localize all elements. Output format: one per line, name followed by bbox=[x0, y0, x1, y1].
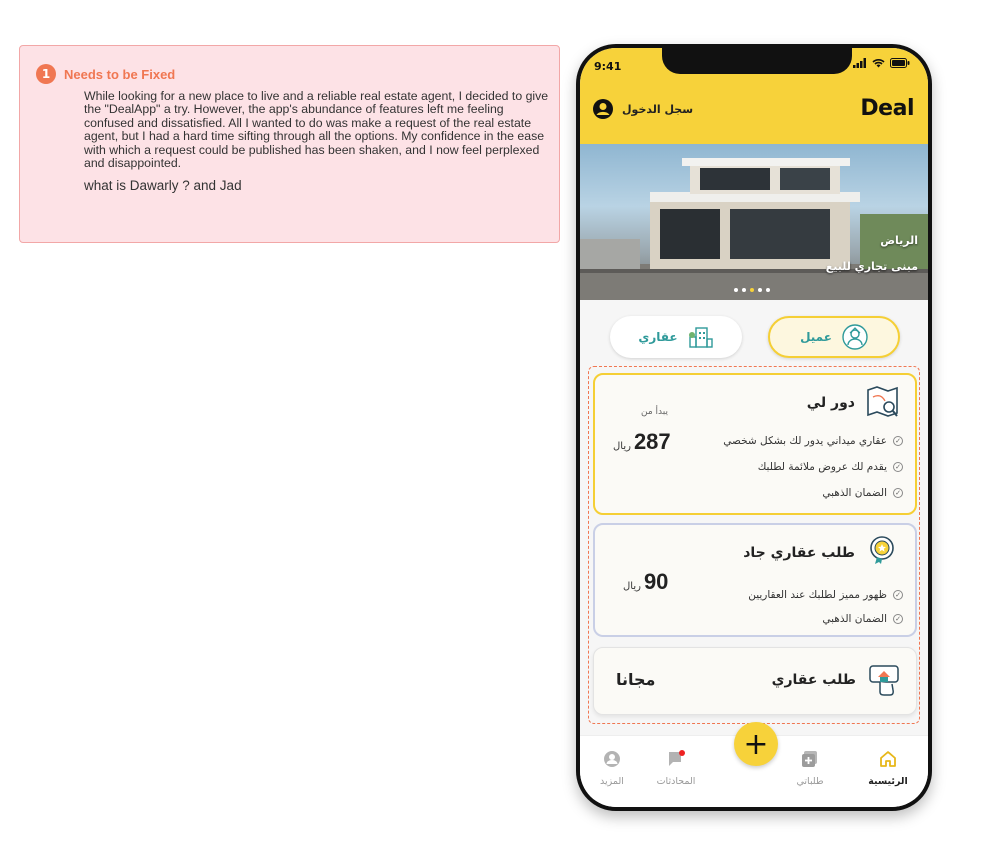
plan-card-free-request[interactable] bbox=[593, 647, 917, 715]
note-title: Needs to be Fixed bbox=[64, 66, 176, 82]
plan-price-free: مجانا bbox=[616, 670, 656, 689]
hero-city: الرياض bbox=[880, 234, 918, 247]
feature-text: عقاري ميداني يدور لك بشكل شخصي bbox=[723, 435, 887, 447]
segment-realestate-label: عقاري bbox=[638, 330, 678, 344]
feature-text: الضمان الذهبي bbox=[822, 487, 887, 499]
tab-chats-label: المحادثات bbox=[656, 776, 696, 787]
tab-home-label: الرئيسية bbox=[868, 776, 908, 787]
award-badge-icon bbox=[867, 535, 897, 565]
check-icon: ✓ bbox=[893, 590, 903, 600]
plan-title: دور لي bbox=[806, 395, 855, 411]
tab-chats[interactable] bbox=[646, 750, 706, 787]
add-request-button[interactable]: + bbox=[734, 722, 778, 766]
plans-list bbox=[588, 366, 920, 724]
chat-flag-icon bbox=[667, 750, 685, 768]
user-type-switch bbox=[610, 316, 900, 358]
deal-logo[interactable]: Deal bbox=[860, 96, 914, 121]
house-tap-icon bbox=[868, 662, 900, 696]
tab-home[interactable] bbox=[858, 750, 918, 787]
plan-card-dawarly[interactable] bbox=[593, 373, 917, 515]
app-screen bbox=[580, 48, 928, 807]
price-amount: 90 bbox=[643, 569, 669, 594]
segment-realestate[interactable] bbox=[610, 316, 742, 358]
user-account-icon bbox=[592, 98, 614, 120]
note-extra: what is Dawarly ? and Jad bbox=[84, 178, 242, 194]
profile-icon bbox=[603, 750, 621, 768]
check-icon: ✓ bbox=[893, 462, 903, 472]
carousel-dot[interactable] bbox=[742, 288, 746, 292]
feature-text: يقدم لك عروض ملائمة لطلبك bbox=[757, 461, 887, 473]
building-icon bbox=[688, 325, 714, 349]
client-avatar-icon bbox=[842, 324, 868, 350]
starts-from-label: يبدأ من bbox=[641, 407, 668, 417]
tab-more[interactable] bbox=[582, 750, 642, 787]
carousel-dot[interactable] bbox=[758, 288, 762, 292]
plan-feature bbox=[748, 589, 903, 601]
segment-client-label: عميل bbox=[800, 330, 832, 344]
plan-title: طلب عقاري bbox=[771, 672, 856, 688]
map-search-icon bbox=[865, 385, 901, 419]
carousel-dots[interactable] bbox=[734, 288, 770, 292]
hero-banner[interactable] bbox=[580, 144, 928, 300]
carousel-dot[interactable] bbox=[734, 288, 738, 292]
plan-title: طلب عقاري جاد bbox=[743, 545, 855, 561]
plan-feature bbox=[758, 461, 903, 473]
note-header bbox=[36, 64, 539, 84]
hero-building-image bbox=[580, 144, 928, 300]
plan-feature bbox=[822, 613, 903, 625]
tab-more-label: المزيد bbox=[600, 776, 624, 787]
feature-text: الضمان الذهبي bbox=[822, 613, 887, 625]
feedback-note bbox=[19, 45, 560, 243]
phone-notch bbox=[662, 48, 852, 74]
battery-icon bbox=[890, 58, 910, 68]
add-square-icon bbox=[801, 750, 819, 768]
feature-text: ظهور مميز لطلبك عند العقاريين bbox=[748, 589, 887, 601]
home-icon bbox=[879, 750, 897, 768]
carousel-dot[interactable] bbox=[766, 288, 770, 292]
note-number-badge: 1 bbox=[36, 64, 56, 84]
plan-price bbox=[623, 569, 668, 595]
segment-client[interactable] bbox=[768, 316, 900, 358]
plan-price bbox=[613, 429, 671, 455]
status-time: 9:41 bbox=[594, 60, 622, 73]
price-currency: ريال bbox=[623, 581, 641, 592]
tab-my-requests-label: طلباتي bbox=[796, 776, 824, 787]
price-currency: ريال bbox=[613, 441, 631, 452]
plan-feature bbox=[723, 435, 903, 447]
wifi-icon bbox=[872, 58, 885, 68]
carousel-dot-active[interactable] bbox=[750, 288, 754, 292]
hero-title: مبنى تجاري للبيع bbox=[825, 260, 918, 273]
plan-feature bbox=[822, 487, 903, 499]
tab-my-requests[interactable] bbox=[780, 750, 840, 787]
check-icon: ✓ bbox=[893, 614, 903, 624]
price-amount: 287 bbox=[633, 429, 671, 454]
check-icon: ✓ bbox=[893, 488, 903, 498]
plan-card-serious-request[interactable] bbox=[593, 523, 917, 637]
check-icon: ✓ bbox=[893, 436, 903, 446]
login-label: سجل الدخول bbox=[622, 102, 694, 116]
signal-icon bbox=[853, 58, 867, 68]
note-body: While looking for a new place to live and a reliable real estate agent, I decided to give the "DealApp" a try. However, the app's abundance of features left me feeling confused and dissatisfied. All I wanted to do was make a request of the real estate agent, but I had a hard time sifting through all the options. My confidence in the ease with which a request could be published has been shaken, and I now feel perplexed and disappointed. bbox=[84, 89, 549, 171]
status-icons bbox=[853, 58, 910, 68]
phone-frame bbox=[576, 44, 932, 811]
login-button[interactable] bbox=[592, 98, 693, 120]
